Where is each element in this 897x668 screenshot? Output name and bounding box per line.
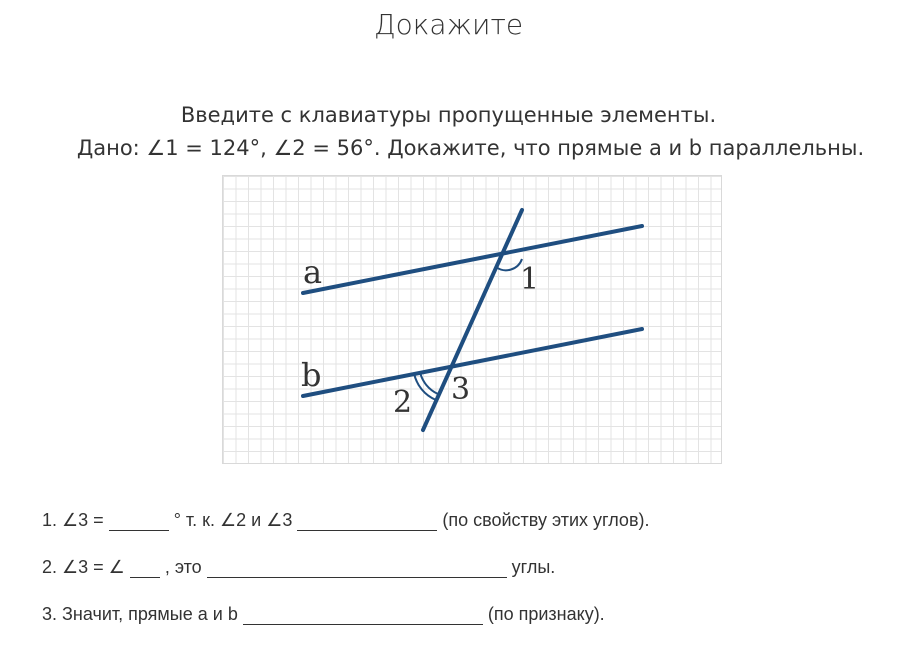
parallel-lines-diagram xyxy=(223,176,723,465)
question-1 xyxy=(42,510,650,531)
q2-suffix: углы. xyxy=(511,557,556,577)
q2-prefix: 2. ∠3 = ∠ xyxy=(42,557,125,577)
q1-angle-value-input[interactable] xyxy=(109,511,169,531)
label-angle-3: 3 xyxy=(451,372,471,407)
q3-suffix: (по признаку). xyxy=(487,604,605,624)
question-2 xyxy=(42,557,555,578)
q2-mid-text: , это xyxy=(164,557,202,577)
label-angle-2: 2 xyxy=(393,385,413,420)
label-a: a xyxy=(303,253,323,291)
q3-prefix: 3. Значит, прямые a и b xyxy=(42,604,238,624)
angle-2-arc-outer xyxy=(414,373,436,400)
q1-mid-text: ° т. к. ∠2 и ∠3 xyxy=(173,510,293,530)
label-angle-1: 1 xyxy=(520,262,540,297)
label-b: b xyxy=(301,356,322,394)
line-b xyxy=(303,329,642,396)
q1-prefix: 1. ∠3 = xyxy=(42,510,104,530)
q2-angle-number-input[interactable] xyxy=(130,558,160,578)
page-title: Докажите xyxy=(373,8,524,41)
q3-conclusion-input[interactable] xyxy=(243,605,483,625)
question-3 xyxy=(42,604,605,625)
transversal-line xyxy=(423,210,522,430)
geometry-figure xyxy=(222,175,722,464)
q2-angle-type-input[interactable] xyxy=(207,558,507,578)
q1-angle-relation-input[interactable] xyxy=(297,511,437,531)
instruction-text: Введите с клавиатуры пропущенные элементы. xyxy=(180,103,717,127)
given-statement: Дано: ∠1 = 124°, ∠2 = 56°. Докажите, что прямые a и b параллельны. xyxy=(76,136,865,160)
line-a xyxy=(303,226,642,293)
q1-suffix: (по свойству этих углов). xyxy=(442,510,650,530)
